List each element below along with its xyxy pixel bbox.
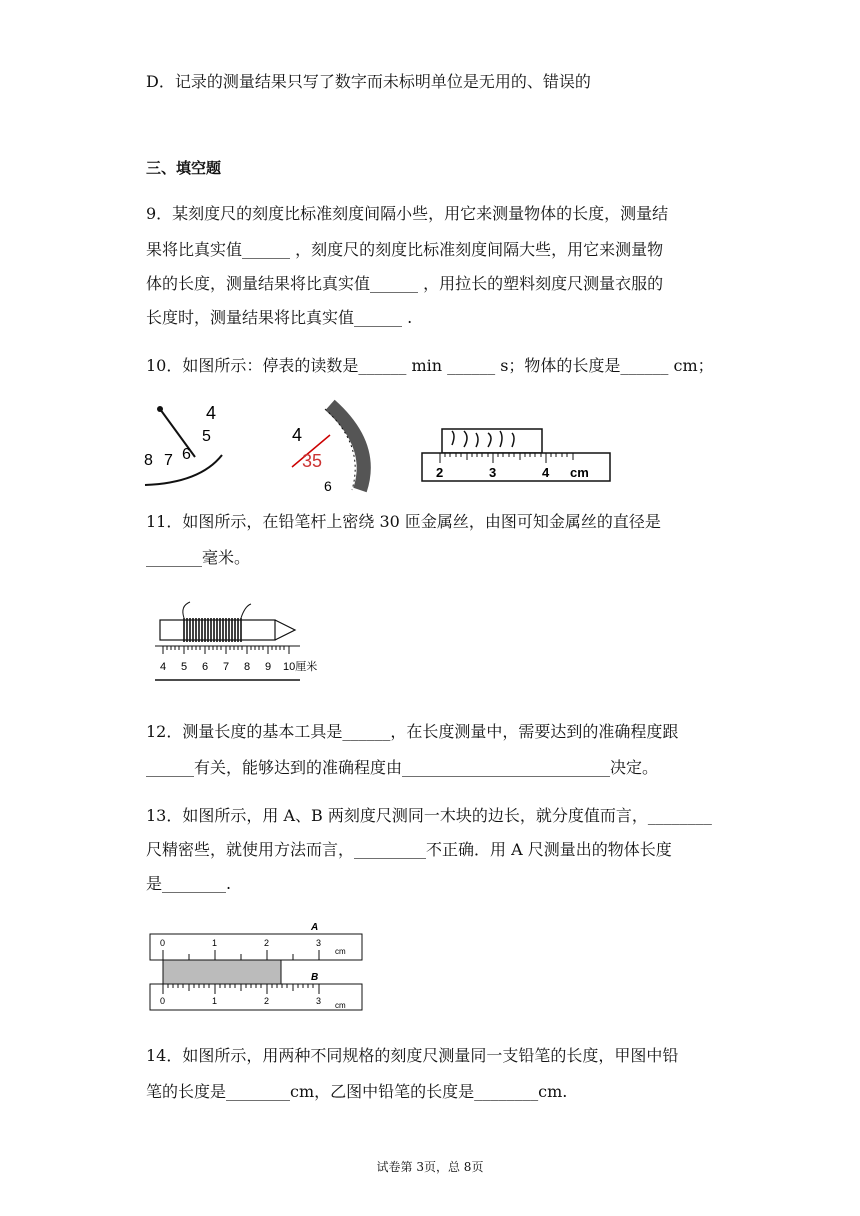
q11-line1: 11．如图所示，在铅笔杆上密绕 30 匝金属丝，由图可知金属丝的直径是 <box>146 512 661 531</box>
pencil-with-wire <box>160 602 295 642</box>
dial1-label: 7 <box>164 452 173 469</box>
q12-line2: ______有关，能够达到的准确程度由__________________________决定。 <box>146 758 659 777</box>
q12-line1: 12．测量长度的基本工具是______，在长度测量中，需要达到的准确程度跟 <box>146 722 679 741</box>
stopwatch-minute-dial <box>144 403 222 485</box>
ruler-label: 2 <box>436 465 444 480</box>
section-title: 三、填空题 <box>146 159 222 177</box>
ruler-a-tick: 0 <box>160 938 166 948</box>
q9-line2: 果将比真实值______ ，刻度尺的刻度比标准刻度间隔大些，用它来测量物 <box>146 240 664 259</box>
q9-line4: 长度时，测量结果将比真实值______ . <box>146 308 413 327</box>
ruler-with-object <box>422 429 610 481</box>
q14-line1: 14．如图所示，用两种不同规格的刻度尺测量同一支铅笔的长度，甲图中铅 <box>146 1046 679 1065</box>
ruler-label: 4 <box>160 661 167 673</box>
q10-line: 10．如图所示：停表的读数是______ min ______ s；物体的长度是______ cm； <box>146 356 714 375</box>
q11-figure <box>150 590 318 685</box>
dial2-label: 35 <box>302 451 323 471</box>
q13-line3: 是________. <box>146 874 232 893</box>
ruler-a-unit: cm <box>335 947 346 956</box>
ruler-b-tick: 0 <box>160 996 166 1006</box>
q13-line2: 尺精密些，就使用方法而言，_________不正确．用 A 尺测量出的物体长度 <box>146 840 672 859</box>
ruler-b-tick: 1 <box>212 996 218 1006</box>
dial1-label: 5 <box>202 428 211 445</box>
ruler-b-tick: 2 <box>264 996 270 1006</box>
ruler-label: 10厘米 <box>283 661 318 673</box>
ruler-label: 6 <box>202 661 209 673</box>
option-d: D．记录的测量结果只写了数字而未标明单位是无用的、错误的 <box>146 72 591 91</box>
dial2-label: 6 <box>324 478 332 494</box>
dial1-label: 6 <box>182 446 191 463</box>
ruler-b-tick: 3 <box>316 996 322 1006</box>
ruler-a-label: A <box>311 922 319 933</box>
q13-figure <box>145 918 370 1018</box>
ruler-a-tick: 3 <box>316 938 322 948</box>
page-footer: 试卷第 3页，总 8页 <box>376 1160 484 1174</box>
ruler-cm <box>155 646 317 680</box>
ruler-label: 3 <box>489 465 497 480</box>
ruler-b-label: B <box>311 972 319 983</box>
q13-line1: 13．如图所示，用 A、B 两刻度尺测同一木块的边长，就分度值而言，________ <box>146 806 712 825</box>
ruler-label: 5 <box>181 661 188 673</box>
stopwatch-second-dial <box>292 405 364 494</box>
ruler-label: 8 <box>244 661 251 673</box>
ruler-a-tick: 2 <box>264 938 270 948</box>
q9-line3: 体的长度，测量结果将比真实值______ ，用拉长的塑料刻度尺测量衣服的 <box>146 274 664 293</box>
ruler-a-tick: 1 <box>212 938 218 948</box>
q14-line2: 笔的长度是________cm，乙图中铅笔的长度是________cm. <box>146 1082 568 1101</box>
q9-line1: 9．某刻度尺的刻度比标准刻度间隔小些，用它来测量物体的长度，测量结 <box>146 204 669 223</box>
dial1-label: 4 <box>206 403 217 423</box>
ruler-b-unit: cm <box>335 1001 346 1010</box>
wood-block <box>163 960 281 984</box>
ruler-label: 9 <box>265 661 272 673</box>
ruler-label: 4 <box>542 465 550 480</box>
q10-figure <box>140 395 620 495</box>
dial1-label: 8 <box>144 452 153 469</box>
dial2-label: 4 <box>292 425 303 445</box>
q11-line2: _______毫米。 <box>146 548 251 567</box>
ruler-unit: cm <box>570 465 589 480</box>
ruler-label: 7 <box>223 661 230 673</box>
ruler-a <box>150 922 362 960</box>
